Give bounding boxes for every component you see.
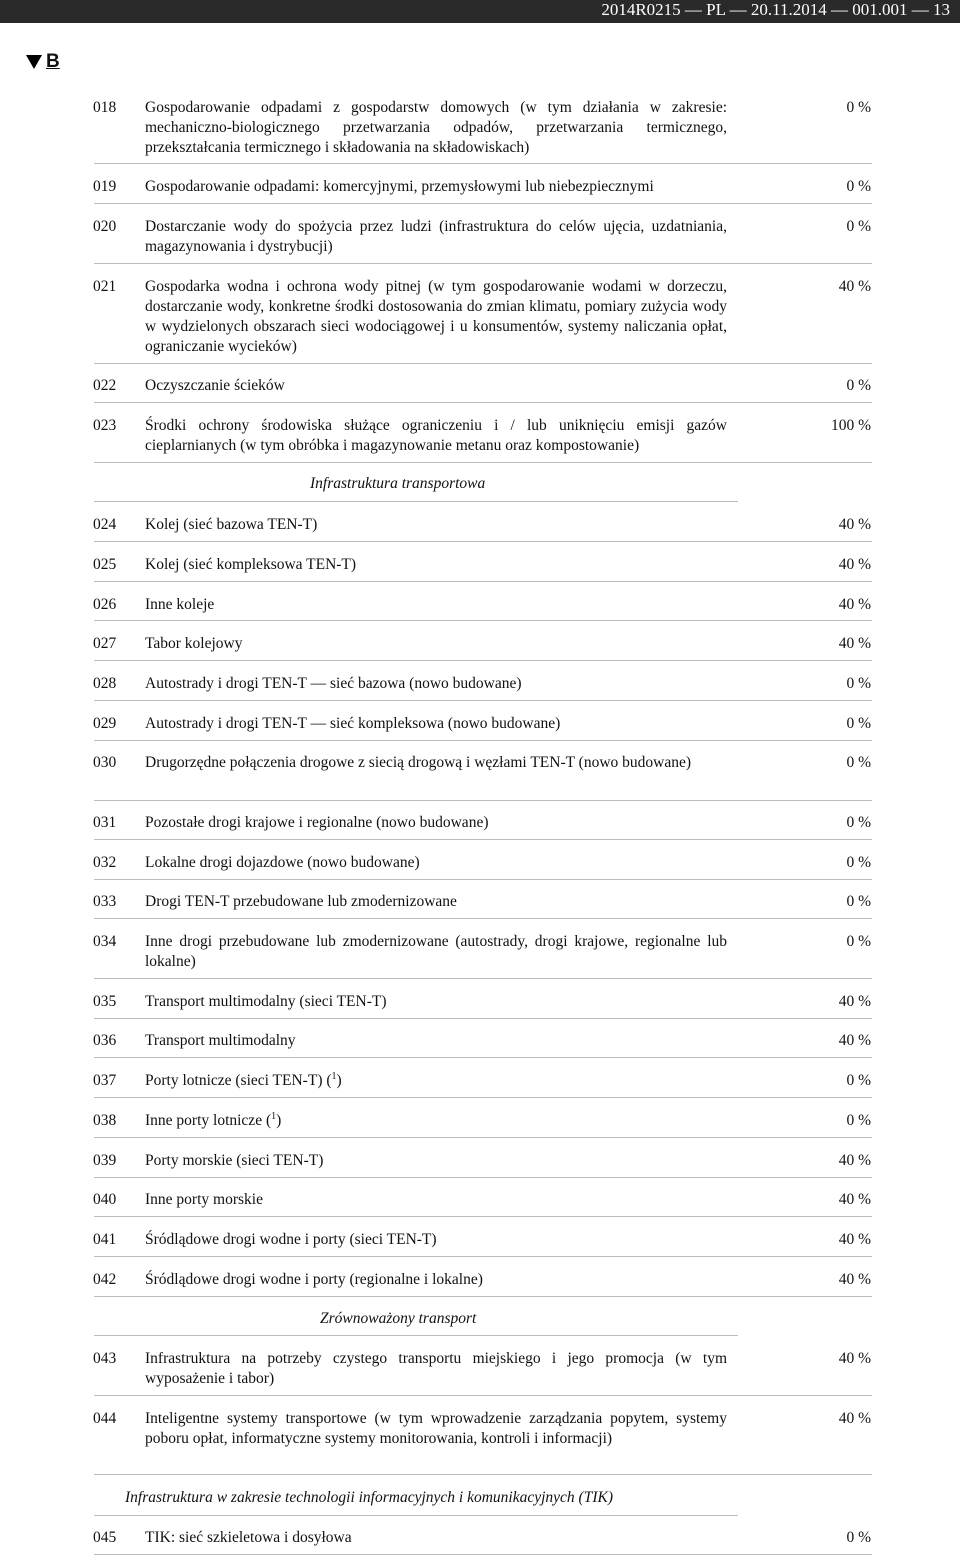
row-percentage: 0 % — [846, 754, 871, 771]
section-divider — [94, 501, 738, 502]
row-divider — [94, 839, 872, 840]
row-percentage: 0 % — [846, 854, 871, 871]
row-description-text: Tabor kolejowy — [145, 635, 243, 652]
row-code: 024 — [93, 516, 117, 533]
row-divider — [94, 462, 872, 463]
row-description — [145, 1349, 727, 1389]
row-percentage: 40 % — [838, 1271, 871, 1288]
row-code: 039 — [93, 1152, 117, 1169]
row-code: 018 — [93, 99, 117, 116]
row-percentage: 0 % — [846, 814, 871, 831]
row-divider — [94, 402, 872, 403]
row-divider — [94, 1554, 872, 1555]
row-divider — [94, 1296, 872, 1297]
row-description-text: Środki ochrony środowiska służące ograniczeniu i / lub uniknięciu emisji gazów cieplarnianych (w tym obróbka i magazynowanie metanu oraz kompostowanie) — [145, 417, 727, 454]
row-divider — [94, 700, 872, 701]
row-divider — [94, 1256, 872, 1257]
row-code: 021 — [93, 278, 117, 295]
row-percentage: 40 % — [838, 1032, 871, 1049]
row-percentage: 40 % — [838, 1231, 871, 1248]
row-description — [145, 515, 727, 535]
row-description-text: Inne koleje — [145, 596, 215, 613]
amendment-marker-label: B — [46, 51, 60, 72]
row-divider — [94, 1018, 872, 1019]
row-percentage: 0 % — [846, 1072, 871, 1089]
row-code: 044 — [93, 1410, 117, 1427]
row-description — [145, 177, 727, 197]
row-description-text: TIK: sieć szkieletowa i dosyłowa — [145, 1529, 352, 1546]
row-description — [145, 1111, 727, 1131]
row-percentage: 40 % — [838, 1152, 871, 1169]
row-divider — [94, 1216, 872, 1217]
row-description — [145, 1409, 727, 1449]
row-code: 040 — [93, 1191, 117, 1208]
row-description — [145, 1528, 727, 1548]
row-percentage: 40 % — [838, 596, 871, 613]
row-code: 034 — [93, 933, 117, 950]
row-code: 041 — [93, 1231, 117, 1248]
row-percentage: 40 % — [838, 993, 871, 1010]
row-code: 028 — [93, 675, 117, 692]
row-description-text-after: ) — [336, 1072, 342, 1089]
row-divider — [94, 203, 872, 204]
row-divider — [94, 978, 872, 979]
row-divider — [94, 1177, 872, 1178]
row-divider — [94, 1057, 872, 1058]
row-divider — [94, 541, 872, 542]
row-description — [145, 1270, 727, 1290]
row-code: 025 — [93, 556, 117, 573]
row-divider — [94, 800, 872, 801]
row-description-text: Porty lotnicze (sieci TEN-T) ( — [145, 1072, 332, 1089]
row-divider — [94, 1474, 872, 1475]
row-code: 035 — [93, 993, 117, 1010]
row-description-text: Gospodarka wodna i ochrona wody pitnej (w tym gospodarowanie wodami w dorzeczu, dostarczanie wody, konkretne środki dostosowania do zmian klimatu, pomiary zużycia wody w wydzielonych obszarach sieci wodociągowej i u konsumentów, systemy naliczania opłat, ograniczanie wycieków) — [145, 278, 727, 355]
amendment-marker — [26, 51, 60, 73]
row-code: 043 — [93, 1350, 117, 1367]
row-percentage: 40 % — [838, 278, 871, 295]
row-description-text: Inne porty morskie — [145, 1191, 263, 1208]
row-description-text: Śródlądowe drogi wodne i porty (sieci TEN-T) — [145, 1231, 437, 1248]
footnote-ref[interactable]: 1 — [271, 1110, 277, 1122]
row-description — [145, 376, 727, 396]
section-divider — [94, 1515, 738, 1516]
section-heading: Infrastruktura transportowa — [310, 475, 486, 492]
row-divider — [94, 1137, 872, 1138]
row-description-text: Kolej (sieć kompleksowa TEN-T) — [145, 556, 357, 573]
row-code: 038 — [93, 1112, 117, 1129]
row-divider — [94, 879, 872, 880]
row-description-text: Lokalne drogi dojazdowe (nowo budowane) — [145, 854, 420, 871]
row-description-text: Transport multimodalny (sieci TEN-T) — [145, 993, 387, 1010]
row-description — [145, 992, 727, 1012]
row-code: 030 — [93, 754, 117, 771]
row-code: 026 — [93, 596, 117, 613]
row-code: 023 — [93, 417, 117, 434]
row-description — [145, 753, 727, 773]
row-description — [145, 217, 727, 257]
row-percentage: 40 % — [838, 1410, 871, 1427]
row-divider — [94, 581, 872, 582]
row-divider — [94, 740, 872, 741]
row-description — [145, 555, 727, 575]
row-code: 037 — [93, 1072, 117, 1089]
row-description-text: Porty morskie (sieci TEN-T) — [145, 1152, 324, 1169]
row-description-text: Inteligentne systemy transportowe (w tym wprowadzenie zarządzania popytem, systemy poboru opłat, informatyczne systemy monitorowania, kontroli i informacji) — [145, 1410, 727, 1447]
row-description-text: Gospodarowanie odpadami: komercyjnymi, przemysłowymi lub niebezpiecznymi — [145, 178, 654, 195]
row-percentage: 0 % — [846, 99, 871, 116]
row-divider — [94, 363, 872, 364]
row-description — [145, 714, 727, 734]
row-percentage: 0 % — [846, 933, 871, 950]
row-description-text: Oczyszczanie ścieków — [145, 377, 285, 394]
row-percentage: 0 % — [846, 715, 871, 732]
row-description-text: Inne porty lotnicze ( — [145, 1112, 272, 1129]
row-code: 020 — [93, 218, 117, 235]
row-percentage: 0 % — [846, 675, 871, 692]
row-description-text: Kolej (sieć bazowa TEN-T) — [145, 516, 318, 533]
row-description — [145, 98, 727, 158]
row-code: 031 — [93, 814, 117, 831]
document-header-bar — [0, 0, 960, 23]
row-description — [145, 892, 727, 912]
row-description-text: Inne drogi przebudowane lub zmodernizowane (autostrady, drogi krajowe, regionalne lub lokalne) — [145, 933, 727, 970]
row-description — [145, 1071, 727, 1091]
row-percentage: 0 % — [846, 377, 871, 394]
row-code: 019 — [93, 178, 117, 195]
row-code: 045 — [93, 1529, 117, 1546]
row-code: 029 — [93, 715, 117, 732]
row-percentage: 40 % — [838, 635, 871, 652]
row-percentage: 0 % — [846, 218, 871, 235]
row-percentage: 0 % — [846, 178, 871, 195]
row-description — [145, 1151, 727, 1171]
row-description-text: Dostarczanie wody do spożycia przez ludzi (infrastruktura do celów ujęcia, uzdatniania, magazynowania i dystrybucji) — [145, 218, 727, 255]
row-code: 032 — [93, 854, 117, 871]
row-code: 033 — [93, 893, 117, 910]
row-description-text-after: ) — [276, 1112, 282, 1129]
row-description — [145, 1031, 727, 1051]
row-description — [145, 674, 727, 694]
row-percentage: 40 % — [838, 556, 871, 573]
row-percentage: 0 % — [846, 1529, 871, 1546]
section-divider — [94, 1335, 738, 1336]
row-code: 042 — [93, 1271, 117, 1288]
section-heading: Zrównoważony transport — [320, 1310, 477, 1327]
row-description-text: Autostrady i drogi TEN-T — sieć bazowa (nowo budowane) — [145, 675, 522, 692]
row-description-text: Infrastruktura na potrzeby czystego transportu miejskiego i jego promocja (w tym wyposażenie i tabor) — [145, 1350, 727, 1387]
row-description-text: Autostrady i drogi TEN-T — sieć kompleksowa (nowo budowane) — [145, 715, 561, 732]
row-code: 022 — [93, 377, 117, 394]
row-code: 036 — [93, 1032, 117, 1049]
row-description-text: Śródlądowe drogi wodne i porty (regionalne i lokalne) — [145, 1271, 483, 1288]
row-divider — [94, 918, 872, 919]
row-divider — [94, 263, 872, 264]
row-divider — [94, 620, 872, 621]
row-percentage: 0 % — [846, 893, 871, 910]
row-percentage: 40 % — [838, 516, 871, 533]
row-description — [145, 853, 727, 873]
row-divider — [94, 163, 872, 164]
row-code: 027 — [93, 635, 117, 652]
row-description — [145, 813, 727, 833]
row-description-text: Transport multimodalny — [145, 1032, 296, 1049]
footnote-ref[interactable]: 1 — [331, 1070, 337, 1082]
section-heading: Infrastruktura w zakresie technologii informacyjnych i komunikacyjnych (TIK) — [125, 1489, 614, 1506]
row-description — [145, 634, 727, 654]
row-description — [145, 595, 727, 615]
row-percentage: 0 % — [846, 1112, 871, 1129]
row-description-text: Pozostałe drogi krajowe i regionalne (nowo budowane) — [145, 814, 489, 831]
row-divider — [94, 1097, 872, 1098]
document-reference: 2014R0215 — PL — 20.11.2014 — 001.001 — 13 — [601, 0, 950, 19]
row-description — [145, 1230, 727, 1250]
row-description-text: Drogi TEN-T przebudowane lub zmodernizowane — [145, 893, 457, 910]
row-percentage: 40 % — [838, 1350, 871, 1367]
row-description — [145, 416, 727, 456]
row-percentage: 100 % — [830, 417, 871, 434]
row-description-text: Drugorzędne połączenia drogowe z siecią drogową i węzłami TEN-T (nowo budowane) — [145, 754, 692, 771]
row-description — [145, 1190, 727, 1210]
row-description-text: Gospodarowanie odpadami z gospodarstw domowych (w tym działania w zakresie: mechaniczno-biologicznego przetwarzania odpadów, przetwarzania termicznego, przekształcania termicznego i składowania na składowiskach) — [145, 99, 727, 156]
row-divider — [94, 1395, 872, 1396]
row-divider — [94, 660, 872, 661]
triangle-down-icon — [26, 55, 42, 69]
row-percentage: 40 % — [838, 1191, 871, 1208]
row-description — [145, 277, 727, 357]
row-description — [145, 932, 727, 972]
